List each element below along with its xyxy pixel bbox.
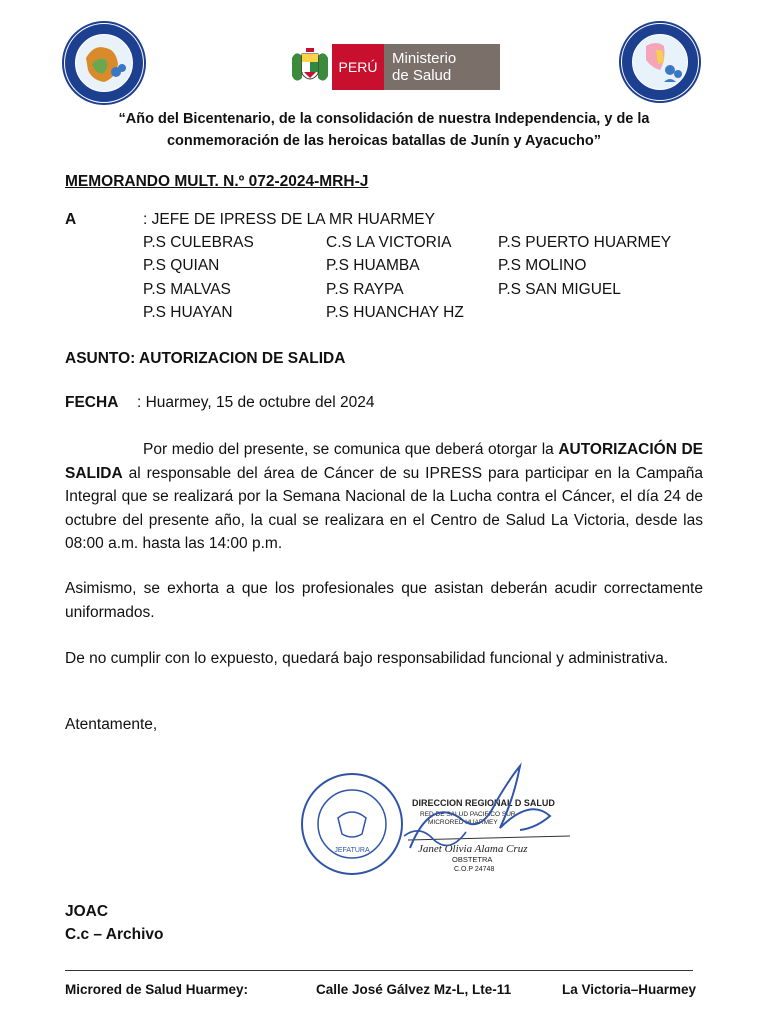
red-salud-pacifico-sur-logo	[58, 20, 150, 106]
microred-huarmey-logo	[616, 20, 704, 104]
year-motto	[70, 108, 698, 152]
recipient-head: : JEFE DE IPRESS DE LA MR HUARMEY	[143, 211, 435, 228]
body-p1-start: Por medio del presente, se comunica que deberá otorgar la	[143, 441, 554, 458]
stamp-center-text: JEFATURA	[334, 847, 370, 854]
body-p1-bold: AUTORIZACIÓN DE SALIDA	[65, 441, 703, 482]
body-paragraph-1	[65, 438, 703, 556]
initials: JOAC	[65, 903, 109, 920]
recipient-item: P.S MALVAS	[143, 281, 231, 298]
body-paragraph-2: Asimismo, se exhorta a que los profesionales que asistan deberán acudir correctamente uniformados.	[65, 580, 703, 621]
recipient-label: A	[65, 211, 77, 228]
recipient-item: P.S HUAYAN	[143, 304, 233, 321]
footer-middle: Calle José Gálvez Mz-L, Lte-11	[316, 982, 512, 997]
ministerio-line1: Ministerio	[392, 50, 457, 67]
official-stamp-signature	[300, 758, 570, 888]
initials-block	[65, 900, 164, 946]
footer-right: La Victoria–Huarmey	[562, 982, 697, 997]
recipient-item: P.S HUAMBA	[326, 257, 420, 274]
recipient-item: P.S RAYPA	[326, 281, 404, 298]
stamp-line2: RED DE SALUD PACIFICO SUR	[420, 811, 516, 818]
peru-ministerio-salud-logo	[288, 44, 500, 90]
body-paragraph-3: De no cumplir con lo expuesto, quedará bajo responsabilidad funcional y administrativa.	[65, 650, 669, 667]
stamp-line1: DIRECCION REGIONAL D SALUD	[412, 798, 555, 808]
recipient-item: P.S QUIAN	[143, 257, 220, 274]
closing: Atentamente,	[65, 716, 158, 733]
subject-line: ASUNTO: AUTORIZACION DE SALIDA	[65, 350, 346, 367]
memo-title: MEMORANDO MULT. N.º 072-2024-MRH-J	[65, 173, 369, 190]
recipient-item: P.S PUERTO HUARMEY	[498, 234, 672, 251]
signatory-name: Janet Olivia Alama Cruz	[418, 843, 528, 855]
recipient-item: C.S LA VICTORIA	[326, 234, 452, 251]
carbon-copy: C.c – Archivo	[65, 926, 164, 943]
ministerio-label	[384, 44, 500, 90]
year-motto-line2: conmemoración de las heroicas batallas de Junín y Ayacucho”	[166, 133, 602, 149]
ministerio-line2: de Salud	[392, 67, 452, 84]
recipient-item: P.S CULEBRAS	[143, 234, 254, 251]
body-p1-rest: al responsable del área de Cáncer de su IPRESS para participar en la Campaña Integral que se realizará por la Semana Nacional de la Lucha contra el Cáncer, el día 24 de octubre del presente año, la cual se realizara en el Centro de Salud La Victoria, desde las 08:00 a.m. hasta las 14:00 p.m.	[65, 464, 703, 552]
footer-divider	[65, 970, 693, 971]
peru-coat-of-arms-icon	[288, 44, 332, 90]
date-label: FECHA	[65, 394, 119, 411]
peru-label: PERÚ	[332, 44, 384, 90]
recipient-item: P.S HUANCHAY HZ	[326, 304, 464, 321]
footer-left: Microred de Salud Huarmey:	[65, 982, 249, 997]
date-value: : Huarmey, 15 de octubre del 2024	[137, 394, 375, 411]
year-motto-line1: “Año del Bicentenario, de la consolidación de nuestra Independencia, y de la	[118, 111, 650, 127]
signatory-role: OBSTETRA	[452, 855, 493, 864]
signatory-cop: C.O.P 24748	[454, 866, 495, 873]
recipient-item: P.S SAN MIGUEL	[498, 281, 621, 298]
recipient-item: P.S MOLINO	[498, 257, 587, 274]
stamp-line3: MICRORED HUARMEY	[428, 819, 498, 826]
